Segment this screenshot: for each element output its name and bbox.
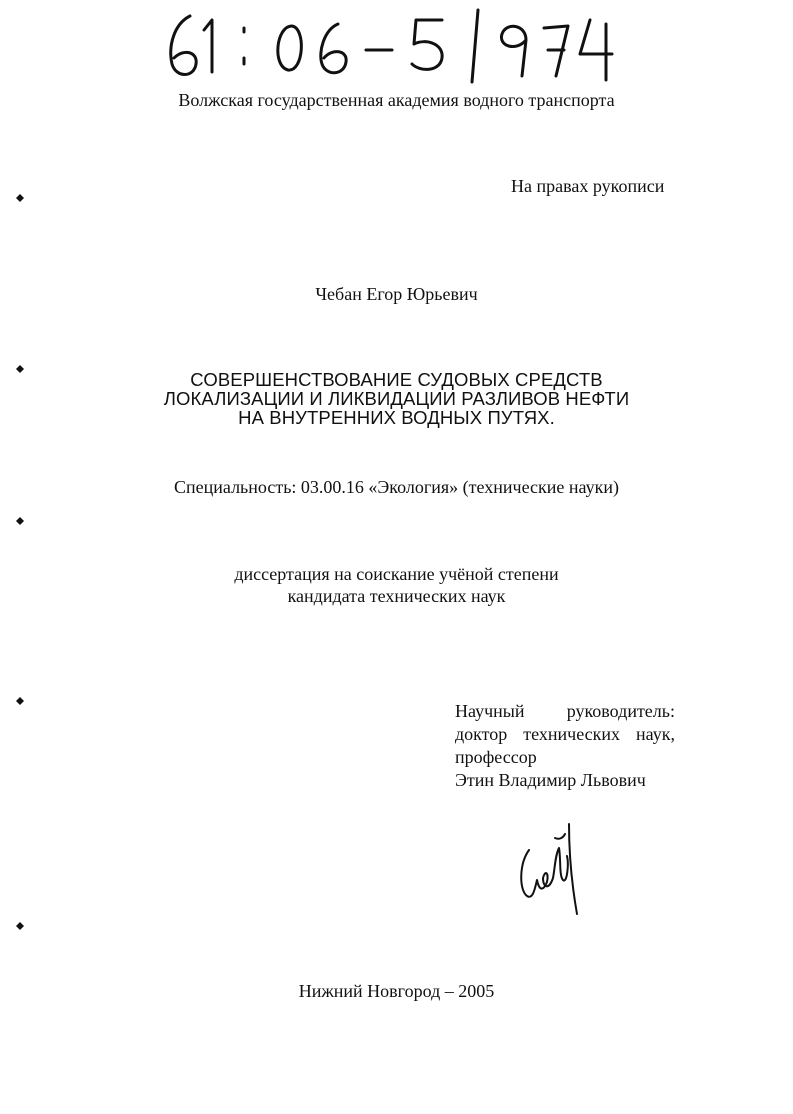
supervisor-degree-word: доктор — [455, 724, 508, 744]
signature — [515, 820, 585, 920]
supervisor-label-word: руководитель: — [566, 701, 675, 721]
margin-mark-icon — [14, 920, 26, 932]
supervisor-label-word: Научный — [455, 701, 525, 721]
rights-notice: На правах рукописи — [511, 176, 665, 196]
specialty: Специальность: 03.00.16 «Экология» (технические науки) — [174, 477, 619, 497]
supervisor-title: профессор — [455, 747, 537, 767]
handwritten-number — [160, 6, 620, 86]
supervisor-block — [455, 700, 675, 792]
margin-mark-icon — [14, 192, 26, 204]
author-name: Чебан Егор Юрьевич — [315, 284, 478, 304]
city-year: Нижний Новгород – 2005 — [298, 981, 495, 1001]
supervisor-name: Этин Владимир Львович — [455, 770, 646, 790]
supervisor-degree-word: наук, — [636, 724, 675, 744]
degree-line: кандидата технических наук — [287, 586, 506, 606]
institution-name: Волжская государственная академия водного транспорта — [178, 90, 615, 110]
margin-mark-icon — [14, 695, 26, 707]
title-line: НА ВНУТРЕННИХ ВОДНЫХ ПУТЯХ. — [238, 407, 555, 428]
margin-mark-icon — [14, 363, 26, 375]
title-line: СОВЕРШЕНСТВОВАНИЕ СУДОВЫХ СРЕДСТВ — [190, 369, 603, 390]
title-line: ЛОКАЛИЗАЦИИ И ЛИКВИДАЦИИ РАЗЛИВОВ НЕФТИ — [163, 388, 630, 409]
dissertation-title — [0, 370, 793, 427]
supervisor-degree-word: технических — [523, 724, 621, 744]
margin-mark-icon — [14, 515, 26, 527]
degree-line: диссертация на соискание учёной степени — [234, 564, 559, 584]
